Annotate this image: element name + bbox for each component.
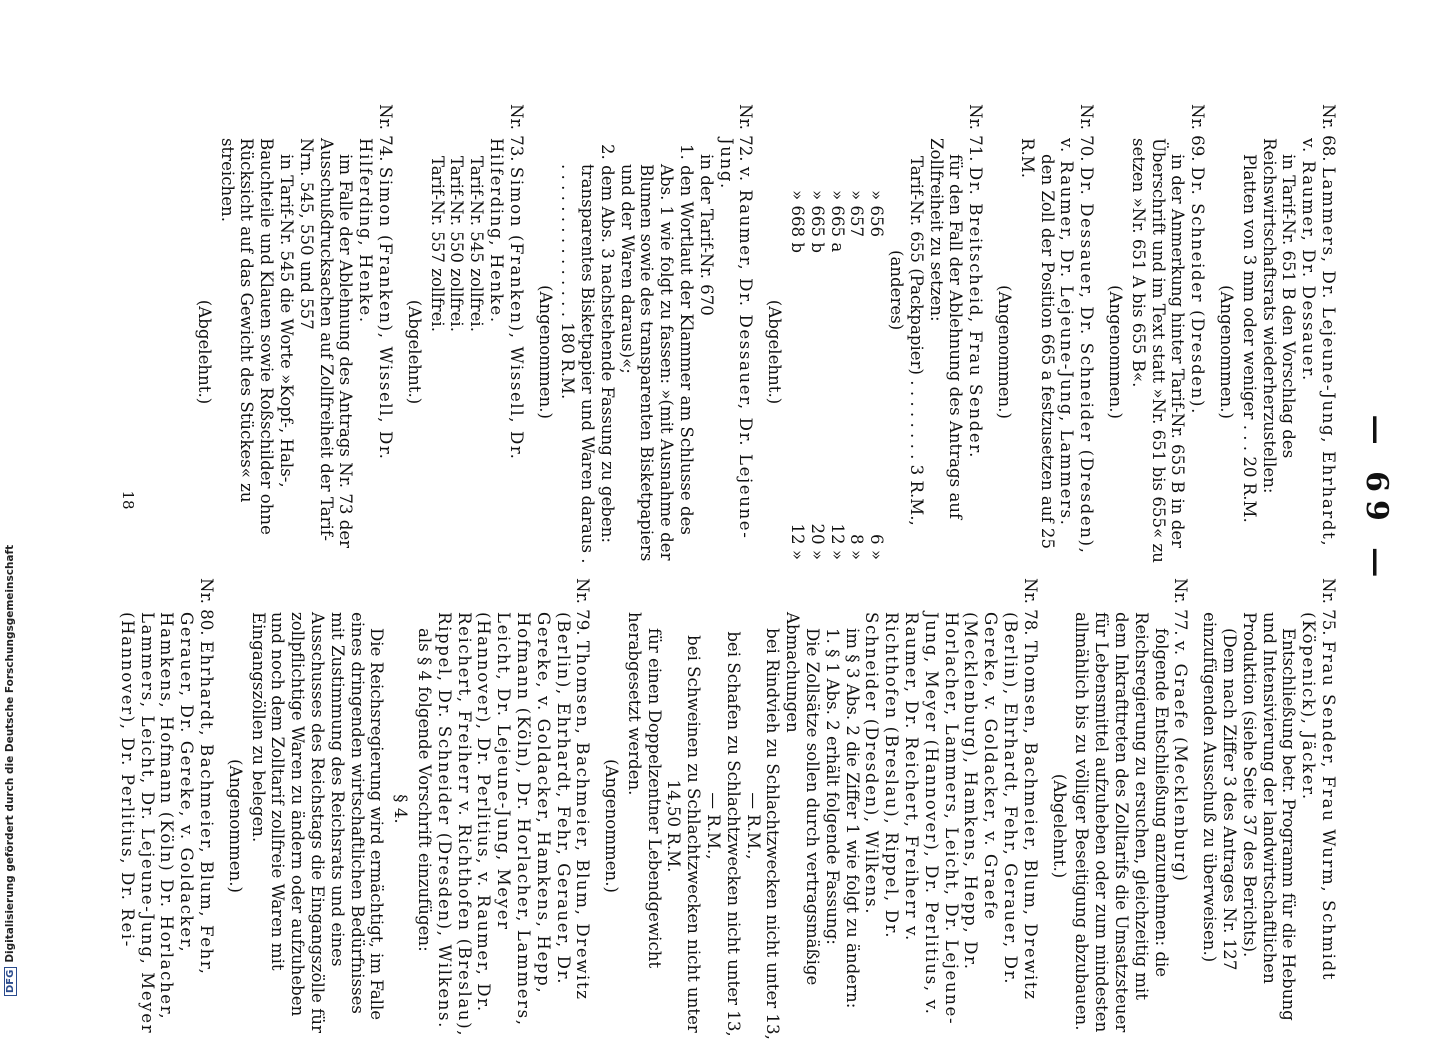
stamp-text: Digitalisierung gefördert durch die Deutsche Forschungsgemeinschaft xyxy=(4,544,16,963)
motion-result: (Angenommen.) xyxy=(1106,285,1126,419)
motion-number: Nr. 72. xyxy=(736,104,756,162)
tariff-row: » 668 b 12 » xyxy=(788,190,808,560)
motion-item: 1. den Wortlaut der Klammer am Schlusse des Abs. 1 wie folgt zu fassen: »(mit Ausnahme der Blumen sowie des transparenten Bisketpapiers und der Waren daraus)«; xyxy=(617,144,697,562)
motion-result: (Angenommen.) xyxy=(535,285,555,419)
tariff-line: Tarif-Nr. 557 zollfrei. xyxy=(427,156,447,333)
motion-text: als § 4 folgende Vorschrift einzufügen: xyxy=(414,628,434,952)
motion-signatories: v. Raumer, Dr. Dessauer, Dr. Lejeune-Jung. xyxy=(716,138,756,540)
motion-text: Die Zollsätze sollen durch vertragsmäßige Abmachungen xyxy=(783,612,823,986)
motion-text: Platten von 3 mm oder weniger . . . 20 R.M. xyxy=(1239,154,1259,523)
motion-result: (Abgelehnt.) xyxy=(194,299,214,405)
motion-number: Nr. 80. xyxy=(196,578,216,636)
motion-signatories: Simon (Franken), Wissell, Dr. Hilferding, Henke. xyxy=(486,138,526,461)
motion-signatories: Thomsen, Bachmeier, Blum, Drewitz (Berlin), Ehrhardt, Fehr, Gerauer, Dr. Gereke, v. Goldacker, v. Graefe (Mecklenburg), Hamkens, Hepp, Dr. Horlacher, Lammers, Leicht, Dr. Lejeune-Jung, Meyer (Hannover), Dr. Perlitius, v. Raumer, Dr. Reichert, Freiherr v. Richthofen (Breslau), Rippel, Dr. Schneider (Dresden), Wilkens. xyxy=(862,612,1040,1026)
motion-number: Nr. 79. xyxy=(573,578,593,636)
motion-69 xyxy=(1105,104,1207,566)
motion-text: in Tarif-Nr. 545 die Worte »Kopf-, Hals-, Bauchteile und Klauen sowie Roßschilder ohne Rücksicht auf das Gewicht des Stückes« zu streichen. xyxy=(217,138,296,535)
motion-text: bei Schafen zu Schlachtzwecken nicht unter 13,— R.M., xyxy=(704,631,743,1037)
motion-73 xyxy=(404,104,526,566)
motion-signatories: Dr. Schneider (Dresden). xyxy=(1188,166,1208,415)
motion-text: den Zoll der Position 665 a festzusetzen auf 25 R.M. xyxy=(1017,138,1057,550)
motion-text: (Dem nach Ziffer 3 des Antrages Nr. 127 einzufügenden Ausschuß zu überweisen.) xyxy=(1200,612,1240,971)
motion-signatories: Lammers, Dr. Lejeune-Jung, Ehrhardt, v. Raumer, Dr. Dessauer. xyxy=(1299,138,1338,548)
motion-72 xyxy=(535,104,756,566)
right-column xyxy=(108,578,1338,1040)
motion-signatories: v. Graefe (Mecklenburg) xyxy=(1171,640,1191,883)
footer-page-number: 18 xyxy=(119,490,137,510)
motion-text: in der Anmerkung hinter Tarif-Nr. 655 B in der Überschrift und im Text statt »Nr. 651 bis 655« zu setzen »Nr. 651 A bis 655 B«. xyxy=(1128,138,1188,563)
motion-signatories: Ehrhardt, Bachmeier, Blum, Fehr, Gerauer, Dr. Gereke, v. Goldacker, Hamkens, Hofmann (Köln) Dr. Horlacher, Lammers, Leicht, Dr. Lejeune-Jung, Meyer (Hannover), Dr. Perlitius, Dr. Rei- xyxy=(117,612,216,1035)
tariff-row: » 657 8 » xyxy=(847,190,867,560)
motion-71 xyxy=(764,104,985,566)
motion-68 xyxy=(1216,104,1338,566)
motion-number: Nr. 75. xyxy=(1319,578,1338,636)
motion-result: (Angenommen.) xyxy=(602,759,622,893)
motion-result: (Abgelehnt.) xyxy=(404,299,424,405)
motion-result: (Angenommen.) xyxy=(225,759,245,893)
motion-number: Nr. 68. xyxy=(1319,104,1338,162)
motion-text: im § 3 Abs. 2 die Ziffer 1 wie folgt zu ändern: xyxy=(842,628,862,1009)
motion-signatories: Simon (Franken), Wissell, Dr. Hilferding, Henke. xyxy=(356,138,395,461)
motion-signatories: Frau Sender, Frau Wurm, Schmidt (Köpenick), Jäcker. xyxy=(1299,612,1338,982)
motion-text: folgende Entschließung anzunehmen: die Reichsregierung zu ersuchen, gleichzeitig mit dem Inkrafttreten des Zolltarifs die Umsatzsteuer für Lebensmittel aufzuheben oder zum mindesten allmählich bis zu völliger Beseitigung abzubauen. xyxy=(1072,612,1171,1033)
tariff-row: » 665 a 12 » xyxy=(827,190,847,560)
tariff-row: » 656 6 » xyxy=(867,190,887,560)
motion-70 xyxy=(994,104,1096,566)
tariff-list xyxy=(787,104,906,566)
tariff-row: » 665 b 20 » xyxy=(807,190,827,560)
motion-signatories: Dr. Breitscheid, Frau Sender. xyxy=(966,166,986,459)
motion-result: (Abgelehnt.) xyxy=(765,299,785,405)
motion-signatories: Thomsen, Bachmeier, Blum, Drewitz (Berlin), Ehrhardt, Fehr, Gerauer, Dr. Gereke, v. Goldacker, Hamkens, Hepp, Hofmann (Köln), Dr. Horlacher, Lammers, Leicht, Dr. Lejeune-Jung, Meyer (Hannover), Dr. Perlitius, v. Raumer, Dr. Reichert, Freiherr v. Richthofen (Breslau), Rippel, Dr. Schneider (Dresden), Wilkens. xyxy=(434,612,593,1038)
left-column xyxy=(185,104,1338,566)
motion-text: Entschließung betr. Programm für die Hebung und Intensivierung der landwirtschaftlichen Produktion (siehe Seite 37 des Berichts). xyxy=(1239,612,1299,1021)
motion-number: Nr. 77. xyxy=(1171,578,1191,636)
motion-79 xyxy=(225,578,592,1040)
motion-number: Nr. 78. xyxy=(1020,578,1040,636)
motion-77 xyxy=(1049,578,1191,1040)
tariff-subtitle: (anderes) xyxy=(887,250,907,331)
motion-text: für einen Doppelzentner Lebendgewicht herabgesetzt werden. xyxy=(624,612,664,969)
motion-result: (Angenommen.) xyxy=(1217,285,1237,419)
motion-78 xyxy=(601,578,1040,1040)
motion-number: Nr. 69. xyxy=(1188,104,1208,162)
motion-text: 1. § 1 Abs. 2 erhält folgende Fassung: xyxy=(822,628,842,945)
motion-number: Nr. 71. xyxy=(966,104,986,162)
motion-item: 2. dem Abs. 3 nachstehende Fassung zu geben: transparentes Bisketpapier und Waren daraus . . . . . . . . . . . . . . . . 180 R.M. xyxy=(558,144,617,564)
motion-number: Nr. 73. xyxy=(506,104,526,162)
tariff-title: Tarif-Nr. 655 (Packpapier) . . . . . . . . 3 R.M., xyxy=(906,156,926,526)
motion-75 xyxy=(1199,578,1338,1040)
digitization-stamp xyxy=(4,544,17,996)
tariff-line: Tarif-Nr. 545 zollfrei. xyxy=(467,156,487,333)
tariff-line: Tarif-Nr. 550 zollfrei. xyxy=(447,156,467,333)
motion-text: im Falle der Ablehnung des Antrags Nr. 73 der Ausschußdrucksachen auf Zollfreiheit der Tarif-Nrn. 545, 550 und 557 xyxy=(296,138,356,549)
motion-text: in der Tarif-Nr. 670 xyxy=(696,154,716,316)
motion-text: für den Fall der Ablehnung des Antrags auf Zollfreiheit zu setzen: xyxy=(926,138,966,520)
motion-text: bei Schweinen zu Schlachtzwecken nicht unter 14,50 R.M. xyxy=(664,635,704,1033)
motion-text: in Tarif-Nr. 651 B den Vorschlag des Reichswirtschaftsrats wiederherzustellen: xyxy=(1259,138,1299,494)
motion-74 xyxy=(194,104,395,566)
dfg-logo-icon: DFG xyxy=(4,967,17,996)
motion-text: bei Rindvieh zu Schlachtzwecken nicht unter 13,— R.M., xyxy=(743,628,783,1040)
page-number: — 69 — xyxy=(1359,414,1394,586)
section-heading: § 4. xyxy=(391,794,411,824)
motion-number: Nr. 74. xyxy=(375,104,395,162)
motion-signatories: Dr. Dessauer, Dr. Schneider (Dresden), v. Raumer, Dr. Lejeune-Jung, Lammers. xyxy=(1057,138,1097,555)
motion-result: (Abgelehnt.) xyxy=(1049,773,1069,879)
motion-result: (Angenommen.) xyxy=(995,285,1015,419)
motion-number: Nr. 70. xyxy=(1077,104,1097,162)
section-text: Die Reichsregierung wird ermächtigt, im Falle eines dringenden wirtschaftlichen Bedürfnisses mit Zustimmung des Reichsrats und eines Ausschusses des Reichstags die Eingangszölle für zollpflichtige Waren zu ändern oder aufzuheben und noch dem Zolltarif zollfreie Waren mit Eingangszöllen zu belegen. xyxy=(248,612,387,1034)
